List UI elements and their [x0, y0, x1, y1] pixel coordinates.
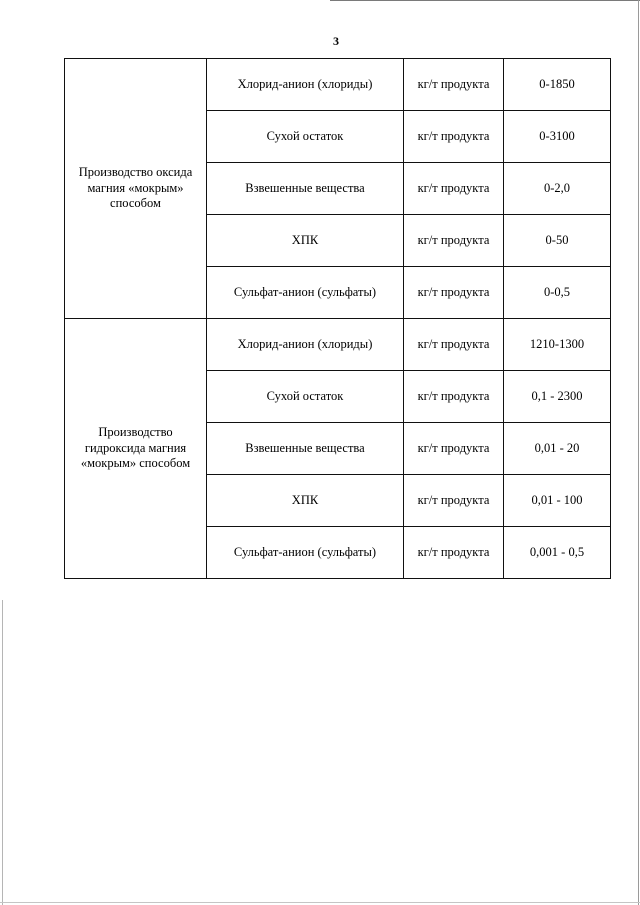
process-name-cell: Производство гидроксида магния «мокрым» способом — [65, 319, 207, 579]
emissions-table — [64, 58, 611, 579]
substance-cell: Хлорид-анион (хлориды) — [207, 59, 404, 111]
unit-cell: кг/т продукта — [404, 59, 504, 111]
substance-cell: Взвешенные вещества — [207, 423, 404, 475]
unit-cell: кг/т продукта — [404, 111, 504, 163]
substance-cell: Сухой остаток — [207, 111, 404, 163]
process-name-cell: Производство оксида магния «мокрым» способом — [65, 59, 207, 319]
substance-cell: Сульфат-анион (сульфаты) — [207, 267, 404, 319]
unit-cell: кг/т продукта — [404, 371, 504, 423]
unit-cell: кг/т продукта — [404, 267, 504, 319]
value-cell: 0,01 - 100 — [504, 475, 611, 527]
scan-edge-right — [638, 0, 639, 905]
substance-cell: Хлорид-анион (хлориды) — [207, 319, 404, 371]
unit-cell: кг/т продукта — [404, 319, 504, 371]
table-row — [65, 319, 611, 371]
value-cell: 0-3100 — [504, 111, 611, 163]
substance-cell: Сульфат-анион (сульфаты) — [207, 527, 404, 579]
scan-edge-top — [330, 0, 640, 1]
unit-cell: кг/т продукта — [404, 423, 504, 475]
value-cell: 1210-1300 — [504, 319, 611, 371]
value-cell: 0-1850 — [504, 59, 611, 111]
substance-cell: Взвешенные вещества — [207, 163, 404, 215]
unit-cell: кг/т продукта — [404, 163, 504, 215]
substance-cell: ХПК — [207, 475, 404, 527]
table-row — [65, 59, 611, 111]
value-cell: 0,01 - 20 — [504, 423, 611, 475]
value-cell: 0-0,5 — [504, 267, 611, 319]
value-cell: 0-50 — [504, 215, 611, 267]
substance-cell: ХПК — [207, 215, 404, 267]
value-cell: 0,001 - 0,5 — [504, 527, 611, 579]
scan-edge-left — [2, 600, 3, 905]
value-cell: 0-2,0 — [504, 163, 611, 215]
page-number: 3 — [333, 34, 339, 48]
scan-edge-bottom — [0, 902, 640, 903]
unit-cell: кг/т продукта — [404, 527, 504, 579]
substance-cell: Сухой остаток — [207, 371, 404, 423]
value-cell: 0,1 - 2300 — [504, 371, 611, 423]
unit-cell: кг/т продукта — [404, 215, 504, 267]
unit-cell: кг/т продукта — [404, 475, 504, 527]
